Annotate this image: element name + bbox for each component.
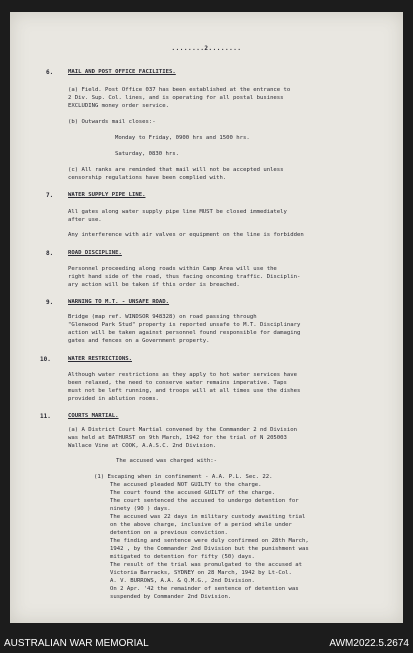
section-11-line: was held at BATHURST on 9th March, 1942 for the trial of N 205003 xyxy=(68,435,287,441)
section-11-line: Victoria Barracks, SYDNEY on 28 March, 1942 by Lt-Col. xyxy=(110,570,292,576)
section-6-line: 2 Div. Sup. Col. lines, and is operating for all postal business xyxy=(68,95,284,101)
section-11-line: The accused was 22 days in military custody awaiting trial xyxy=(110,514,306,520)
section-6-number: 6. xyxy=(46,69,54,76)
section-6-line: EXCLUDING money order service. xyxy=(68,103,170,109)
section-11-line: The court found the accused GUILTY of the charge. xyxy=(110,490,276,496)
section-11-line: The accused pleaded NOT GUILTY to the charge. xyxy=(110,482,262,488)
section-6-line: (c) All ranks are reminded that mail will not be accepted unless xyxy=(68,167,284,173)
section-8-heading: ROAD DISCIPLINE. xyxy=(68,250,122,256)
section-8-line: ary action will be taken if this order is breached. xyxy=(68,282,240,288)
section-11-line: On 2 Apr. '42 the remainder of sentence of detention was xyxy=(110,586,299,592)
section-11-line: The accused was charged with:- xyxy=(116,458,218,464)
section-9-line: Bridge (map ref. WINDSOR 948328) on road passing through xyxy=(68,314,257,320)
section-11-line: detention on a previous conviction. xyxy=(110,530,228,536)
section-6-line: (b) Outwards mail closes:- xyxy=(68,119,156,125)
section-11-line: mitigated to detention for fifty (50) days. xyxy=(110,554,255,560)
section-9-heading: WARNING TO M.T. - UNSAFE ROAD. xyxy=(68,299,170,305)
section-11-line: Wallace Vine at COOK, A.A.S.C. 2nd Division. xyxy=(68,443,217,449)
section-6-heading: MAIL AND POST OFFICE FACILITIES. xyxy=(68,69,176,75)
section-11-line: suspended by Commander 2nd Division. xyxy=(110,594,232,600)
section-11-line: A. V. BURROWS, A.A. & Q.M.G., 2nd Division. xyxy=(110,578,255,584)
section-11-line: The finding and sentence were duly confirmed on 28th March, xyxy=(110,538,309,544)
section-9-line: action will be taken against personnel found responsible for damaging xyxy=(68,330,301,336)
section-6-line: (a) Field. Post Office 037 has been established at the entrance to xyxy=(68,87,291,93)
section-6-line: Monday to Friday, 0900 hrs and 1500 hrs. xyxy=(115,135,250,141)
section-9-line: "Glenwood Park Stud" property is reported unsafe to M.T. Disciplinary xyxy=(68,322,301,328)
section-7-line: Any interference with air valves or equipment on the line is forbidden xyxy=(68,232,304,238)
section-11-number: 11. xyxy=(40,413,51,420)
section-6-line: Saturday, 0830 hrs. xyxy=(115,151,179,157)
archive-reference: AWM2022.5.2674 xyxy=(329,638,409,649)
section-10-line: provided in ablution rooms. xyxy=(68,396,159,402)
archive-name: AUSTRALIAN WAR MEMORIAL xyxy=(4,638,149,649)
section-8-number: 8. xyxy=(46,250,54,257)
page-marker: ........2........ xyxy=(171,45,242,52)
section-11-heading: COURTS MARTIAL. xyxy=(68,413,119,419)
section-7-heading: WATER SUPPLY PIPE LINE. xyxy=(68,192,146,198)
section-7-line: All gates along water supply pipe line MUST be closed immediately xyxy=(68,209,287,215)
section-11-line: (a) A District Court Martial convened by the Commander 2 nd Division xyxy=(68,427,298,433)
document-page xyxy=(10,12,403,623)
section-8-line: Personnel proceeding along roads within Camp Area will use the xyxy=(68,266,277,272)
section-11-line: The result of the trial was promulgated to the accused at xyxy=(110,562,302,568)
section-10-line: must not be left running, and troops will at all times use the dishes xyxy=(68,388,301,394)
section-11-line: (1) Escaping when in confinement - A.A. P.L. Sec. 22. xyxy=(94,474,273,480)
section-10-line: been relaxed, the need to conserve water remains imperative. Taps xyxy=(68,380,287,386)
section-9-line: gates and fences on a Government property. xyxy=(68,338,210,344)
section-6-line: censorship regulations have been complied with. xyxy=(68,175,227,181)
section-11-line: 1942 , by the Commander 2nd Division but the punishment was xyxy=(110,546,309,552)
section-11-line: The court sentenced the accused to undergo detention for xyxy=(110,498,299,504)
section-8-line: right hand side of the road, thus facing oncoming traffic. Disciplin- xyxy=(68,274,301,280)
section-10-line: Although water restrictions as they apply to hot water services have xyxy=(68,372,298,378)
section-11-line: on the above charge, inclusive of a period while under xyxy=(110,522,292,528)
section-11-line: ninety (90 ) days. xyxy=(110,506,171,512)
archive-footer xyxy=(0,632,413,653)
section-9-number: 9. xyxy=(46,299,54,306)
section-10-heading: WATER RESTRICTIONS. xyxy=(68,356,132,362)
section-7-line: after use. xyxy=(68,217,102,223)
section-10-number: 10. xyxy=(40,356,51,363)
section-7-number: 7. xyxy=(46,192,54,199)
